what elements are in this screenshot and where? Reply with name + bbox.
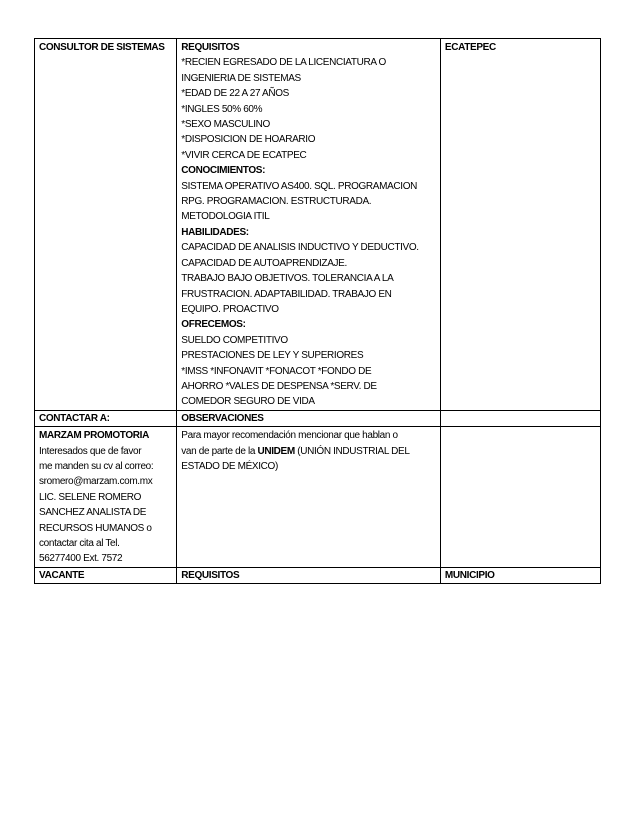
contact-header-row — [35, 410, 601, 426]
skills-line: TRABAJO BAJO OBJETIVOS. TOLERANCIA A LA — [181, 273, 394, 285]
requirements-label: REQUISITOS — [181, 569, 240, 581]
offer-line: COMEDOR SEGURO DE VIDA — [181, 396, 315, 408]
requirement-line: *SEXO MASCULINO — [181, 119, 270, 131]
contact-line: LIC. SELENE ROMERO — [39, 491, 142, 503]
vacancy-label: VACANTE — [39, 569, 85, 581]
skills-line: FRUSTRACION. ADAPTABILIDAD. TRABAJO EN — [181, 288, 392, 300]
requirement-line: *RECIEN EGRESADO DE LA LICENCIATURA O — [181, 57, 386, 69]
skills-heading: HABILIDADES: — [181, 226, 249, 238]
empty-cell — [440, 427, 600, 568]
observation-text: (UNIÓN INDUSTRIAL DEL — [294, 445, 410, 457]
company-name: MARZAM PROMOTORIA — [39, 430, 149, 442]
contact-line: me manden su cv al correo: — [39, 460, 154, 472]
empty-cell — [440, 410, 600, 426]
municipality-value: ECATEPEC — [444, 42, 496, 53]
municipality-label: MUNICIPIO — [444, 569, 495, 581]
job-listing-table — [34, 38, 601, 584]
requirements-cell — [177, 39, 441, 411]
offer-line: PRESTACIONES DE LEY Y SUPERIORES — [181, 350, 364, 362]
observations-cell — [177, 427, 441, 568]
observation-line: Para mayor recomendación mencionar que hablan o — [181, 430, 398, 442]
contact-line: contactar cita al Tel. — [39, 538, 120, 549]
requirements-heading: REQUISITOS — [181, 42, 240, 53]
offer-line: AHORRO *VALES DE DESPENSA *SERV. DE — [181, 380, 377, 392]
vacancy-title: CONSULTOR DE SISTEMAS — [39, 42, 165, 53]
contact-label: CONTACTAR A: — [39, 412, 110, 424]
knowledge-line: SISTEMA OPERATIVO AS400. SQL. PROGRAMACION — [181, 180, 418, 192]
contact-line: SANCHEZ ANALISTA DE — [39, 507, 147, 519]
contact-row — [35, 427, 601, 568]
observations-label: OBSERVACIONES — [181, 412, 264, 424]
requirement-line: *INGLES 50% 60% — [181, 103, 263, 115]
observation-line: ESTADO DE MÉXICO) — [181, 460, 278, 472]
skills-line: CAPACIDAD DE ANALISIS INDUCTIVO Y DEDUCTIVO. — [181, 242, 419, 254]
contact-email[interactable]: sromero@marzam.com.mx — [39, 476, 153, 488]
observations-label-cell — [177, 410, 441, 426]
skills-line: EQUIPO. PROACTIVO — [181, 303, 279, 315]
unidem-name: UNIDEM — [257, 445, 295, 457]
offer-line: SUELDO COMPETITIVO — [181, 334, 288, 346]
observation-text: van de parte de la — [181, 445, 258, 457]
contact-phone: 56277400 Ext. 7572 — [39, 553, 123, 565]
vacancy-cell — [35, 39, 177, 411]
requirement-line: *EDAD DE 22 A 27 AÑOS — [181, 88, 289, 100]
knowledge-line: METODOLOGIA ITIL — [181, 211, 270, 223]
contact-label-cell — [35, 410, 177, 426]
vacancy-label-cell — [35, 567, 177, 583]
requirements-label-cell — [177, 567, 441, 583]
municipality-cell — [440, 39, 600, 411]
requirement-line: *VIVIR CERCA DE ECATPEC — [181, 149, 307, 161]
vacancy-row — [35, 39, 601, 411]
offer-heading: OFRECEMOS: — [181, 319, 246, 331]
next-vacancy-header-row — [35, 567, 601, 583]
requirement-line: *DISPOSICION DE HOARARIO — [181, 134, 316, 146]
contact-cell — [35, 427, 177, 568]
knowledge-line: RPG. PROGRAMACION. ESTRUCTURADA. — [181, 196, 372, 208]
skills-line: CAPACIDAD DE AUTOAPRENDIZAJE. — [181, 257, 347, 269]
knowledge-heading: CONOCIMIENTOS: — [181, 165, 266, 177]
contact-line: RECURSOS HUMANOS o — [39, 522, 152, 534]
observation-line — [181, 444, 437, 459]
requirement-line: INGENIERIA DE SISTEMAS — [181, 72, 301, 84]
municipality-label-cell — [440, 567, 600, 583]
offer-line: *IMSS *INFONAVIT *FONACOT *FONDO DE — [181, 365, 372, 377]
contact-line: Interesados que de favor — [39, 445, 142, 457]
